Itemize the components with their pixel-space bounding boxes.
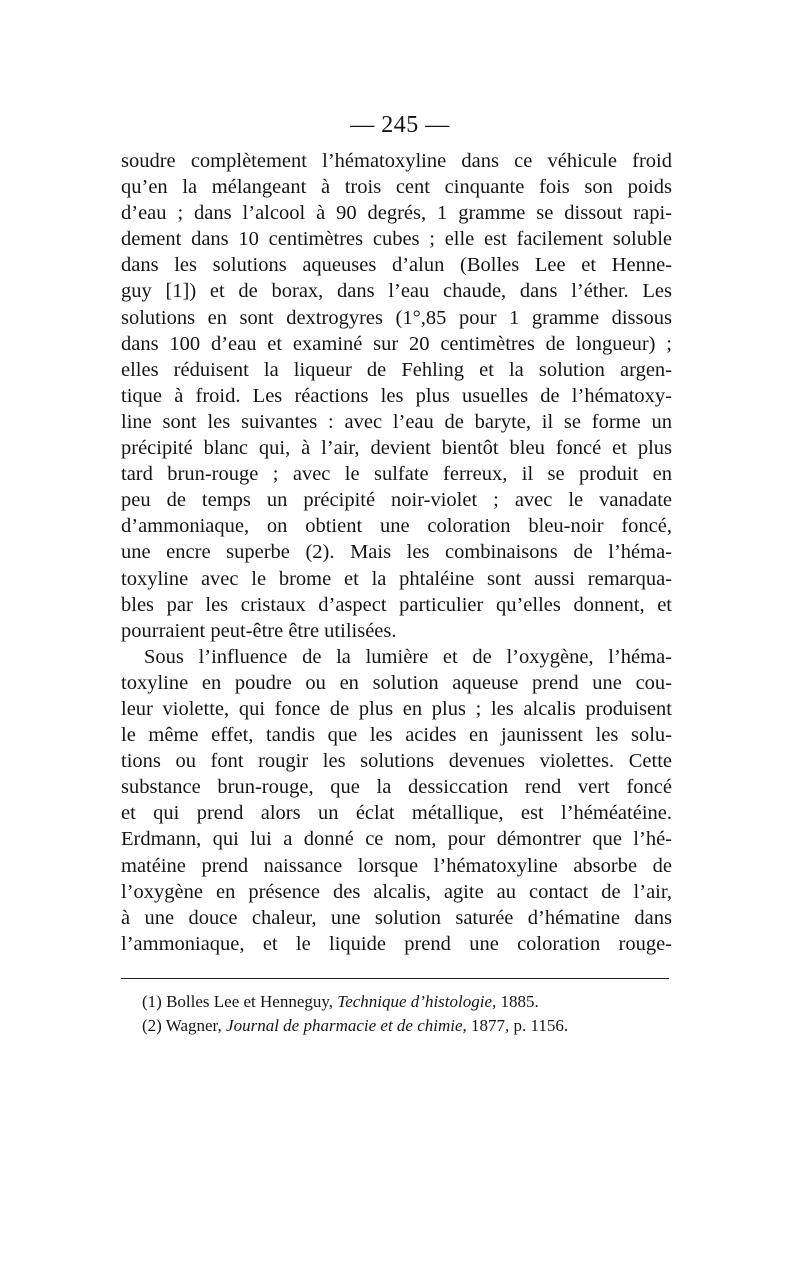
text-line: d’ammoniaque, on obtient une coloration bleu-noir foncé, bbox=[121, 515, 672, 538]
text-line: leur violette, qui fonce de plus en plus ; les alcalis produisent bbox=[121, 697, 672, 720]
text-line: et qui prend alors un éclat métallique, est l’héméatéine. bbox=[121, 802, 672, 825]
text-line: matéine prend naissance lorsque l’hématoxyline absorbe de bbox=[121, 854, 672, 877]
text-line: substance brun-rouge, que la dessiccation rend vert foncé bbox=[121, 776, 672, 799]
text-line: à une douce chaleur, une solution saturée d’hématine dans bbox=[121, 906, 672, 929]
page-number: — 245 — bbox=[350, 112, 450, 138]
body-text bbox=[121, 148, 672, 957]
text-line: d’eau ; dans l’alcool à 90 degrés, 1 gramme se dissout rapi- bbox=[121, 202, 672, 225]
text-line: dans les solutions aqueuses d’alun (Bolles Lee et Henne- bbox=[121, 254, 672, 277]
text-line: le même effet, tandis que les acides en jaunissent les solu- bbox=[121, 724, 672, 747]
footnote-1 bbox=[142, 990, 672, 1014]
text-line: l’ammoniaque, et le liquide prend une coloration rouge- bbox=[121, 932, 672, 955]
paragraph-start-line: Sous l’influence de la lumière et de l’oxygène, l’héma- bbox=[144, 645, 672, 668]
text-line: tique à froid. Les réactions les plus usuelles de l’hématoxy- bbox=[121, 384, 672, 407]
footnote-title: Technique d’histologie, bbox=[337, 992, 497, 1011]
footnotes bbox=[142, 990, 672, 1038]
text-line: toxyline en poudre ou en solution aqueuse prend une cou- bbox=[121, 671, 672, 694]
footnote-marker: (1) bbox=[142, 992, 162, 1011]
footnote-2 bbox=[142, 1014, 672, 1038]
text-line: tard brun-rouge ; avec le sulfate ferreux, il se produit en bbox=[121, 463, 672, 486]
footnote-text: 1877, p. 1156. bbox=[466, 1016, 569, 1035]
footnote-divider bbox=[121, 978, 669, 979]
text-line: l’oxygène en présence des alcalis, agite au contact de l’air, bbox=[121, 880, 672, 903]
text-line: dans 100 d’eau et examiné sur 20 centimètres de longueur) ; bbox=[121, 332, 672, 355]
text-line: peu de temps un précipité noir-violet ; avec le vanadate bbox=[121, 489, 672, 512]
text-line: toxyline avec le brome et la phtaléine sont aussi remarqua- bbox=[121, 567, 672, 590]
text-line: elles réduisent la liqueur de Fehling et la solution argen- bbox=[121, 358, 672, 381]
text-line: bles par les cristaux d’aspect particulier qu’elles donnent, et bbox=[121, 593, 672, 616]
text-line: guy [1]) et de borax, dans l’eau chaude, dans l’éther. Les bbox=[121, 280, 672, 303]
footnote-title: Journal de pharmacie et de chimie, bbox=[226, 1016, 467, 1035]
footnote-text: Bolles Lee et Henneguy, bbox=[161, 992, 338, 1011]
footnote-text: 1885. bbox=[496, 992, 539, 1011]
footnote-text: Wagner, bbox=[161, 1016, 227, 1035]
text-line: une encre superbe (2). Mais les combinaisons de l’héma- bbox=[121, 541, 672, 564]
footnote-marker: (2) bbox=[142, 1016, 162, 1035]
text-line: soudre complètement l’hématoxyline dans ce véhicule froid bbox=[121, 150, 672, 172]
text-line: Erdmann, qui lui a donné ce nom, pour démontrer que l’hé- bbox=[121, 828, 672, 851]
text-line: solutions en sont dextrogyres (1°,85 pour 1 gramme dissous bbox=[121, 306, 672, 329]
text-line: qu’en la mélangeant à trois cent cinquante fois son poids bbox=[121, 176, 672, 199]
text-line: line sont les suivantes : avec l’eau de baryte, il se forme un bbox=[121, 410, 672, 433]
text-line: dement dans 10 centimètres cubes ; elle est facilement soluble bbox=[121, 228, 672, 251]
text-line: précipité blanc qui, à l’air, devient bientôt bleu foncé et plus bbox=[121, 437, 672, 460]
text-line: tions ou font rougir les solutions devenues violettes. Cette bbox=[121, 750, 672, 773]
text-line: pourraient peut-être être utilisées. bbox=[121, 619, 397, 642]
